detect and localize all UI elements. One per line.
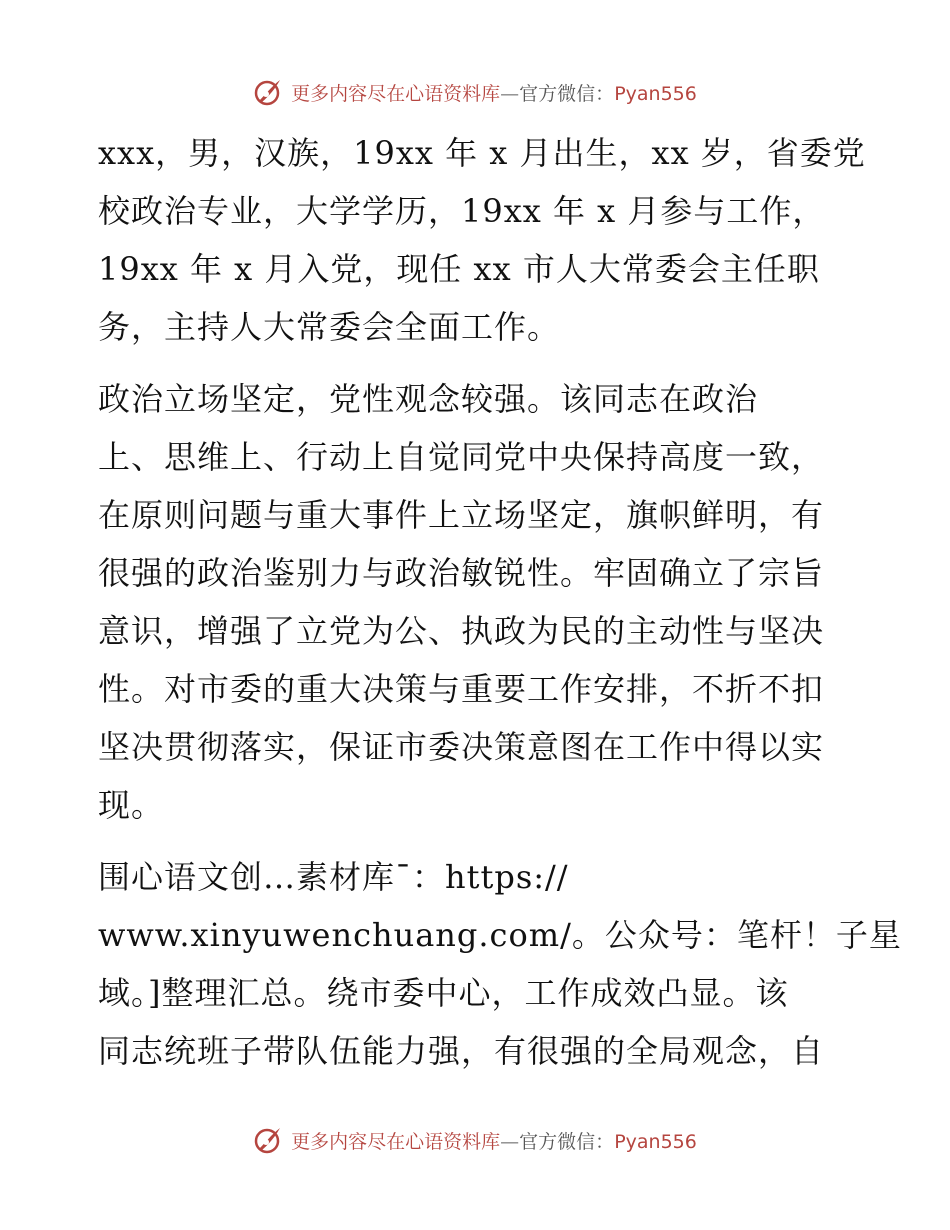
watermark-separator: —	[500, 1130, 520, 1153]
text-line: 意识，增强了立党为公、执政为民的主动性与坚决	[98, 612, 825, 650]
watermark-text	[291, 1127, 697, 1154]
text-line: 务，主持人大常委会全面工作。	[98, 308, 561, 346]
text-line: 19xx 年 x 月入党，现任 xx 市人大常委会主任职	[98, 250, 820, 288]
document-body	[98, 124, 902, 1080]
text-line: 同志统班子带队伍能力强，有很强的全局观念，自	[98, 1032, 825, 1070]
watermark-official-label: 官方微信：	[519, 1130, 615, 1153]
paragraph	[98, 370, 878, 834]
footer-watermark	[0, 1120, 950, 1160]
watermark-wechat-id: Pyan556	[614, 82, 697, 105]
text-line: 现。	[98, 786, 165, 824]
text-line: 校政治专业，大学学历，19xx 年 x 月参与工作，	[98, 192, 826, 230]
quill-logo-icon	[253, 77, 283, 107]
paragraph	[98, 124, 878, 356]
watermark-wechat-id: Pyan556	[614, 1130, 697, 1153]
text-line: 政治立场坚定，党性观念较强。该同志在政治	[98, 380, 759, 418]
watermark-separator: —	[500, 82, 520, 105]
text-line: 域。]整理汇总。绕市委中心，工作成效凸显。该	[98, 974, 789, 1012]
text-line: 很强的政治鉴别力与政治敏锐性。牢固确立了宗旨	[98, 554, 825, 592]
text-line: 上、思维上、行动上自觉同党中央保持高度一致，	[98, 438, 825, 476]
text-line: 坚决贯彻落实，保证市委决策意图在工作中得以实	[98, 728, 825, 766]
text-line: xxx，男，汉族，19xx 年 x 月出生，xx 岁，省委党	[98, 134, 866, 172]
text-line: 性。对市委的重大决策与重要工作安排，不折不扣	[98, 670, 825, 708]
header-watermark	[0, 72, 950, 112]
quill-logo-icon	[253, 1125, 283, 1155]
watermark-site-text: 更多内容尽在心语资料库	[291, 1130, 501, 1153]
watermark-site-text: 更多内容尽在心语资料库	[291, 82, 501, 105]
watermark-official-label: 官方微信：	[519, 82, 615, 105]
watermark-text	[291, 79, 697, 106]
paragraph	[98, 848, 902, 1080]
text-line: 在原则问题与重大事件上立场坚定，旗帜鲜明，有	[98, 496, 825, 534]
text-line: 围心语文创…素材库¯：https://	[98, 858, 569, 896]
text-line: www.xinyuwenchuang.com/。公众号：笔杆！子星	[98, 916, 902, 954]
